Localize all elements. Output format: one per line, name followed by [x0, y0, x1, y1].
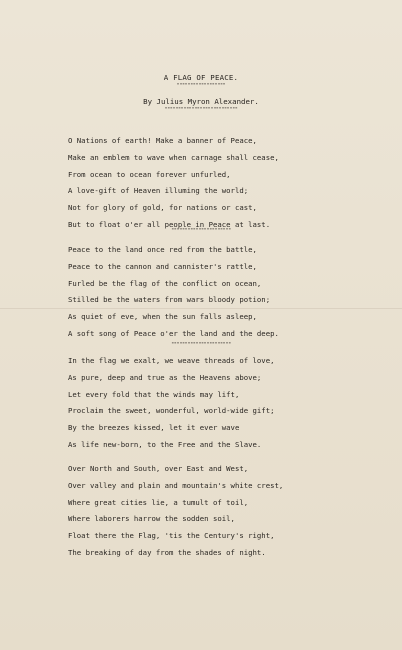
poem-line: Furled be the flag of the conflict on ocean,: [68, 278, 262, 288]
poem-line: In the flag we exalt, we weave threads of love,: [68, 356, 275, 365]
poem-line: Over valley and plain and mountain's white crest,: [68, 480, 284, 490]
poem-line: By the breezes kissed, let it ever wave: [68, 423, 240, 433]
stanza-4: [68, 461, 388, 562]
poem-line: But to float o'er all people in Peace at last.: [68, 219, 271, 229]
poem-line: As life new-born, to the Free and the Slave.: [68, 439, 262, 449]
poem-line: Where laborers harrow the sodden soil,: [68, 514, 235, 524]
poem-line: Peace to the land once red from the battle,: [68, 245, 257, 254]
poem-line: Proclaim the sweet, wonderful, world-wide gift;: [68, 406, 275, 416]
stanza-1: [68, 133, 388, 234]
stanza-separator: """""""""""""""""""""": [171, 342, 231, 348]
title-underline: """""""""""""""""": [176, 83, 226, 89]
poem-line: As quiet of eve, when the sun falls asleep,: [68, 312, 257, 322]
poem-line: A love-gift of Heaven illuming the world;: [68, 186, 249, 196]
poem-line: Float there the Flag, 'tis the Century's right,: [68, 531, 275, 541]
poem-line: Let every fold that the winds may lift,: [68, 389, 240, 399]
stanza-separator: """""""""""""""""""""": [171, 228, 231, 234]
poem-line: As pure, deep and true as the Heavens above;: [68, 372, 262, 382]
poem-line: From ocean to ocean forever unfurled,: [68, 169, 231, 179]
poem-line: O Nations of earth! Make a banner of Peace,: [68, 136, 257, 145]
stanza-3: [68, 353, 388, 454]
poem-line: A soft song of Peace o'er the land and the deep.: [68, 328, 279, 338]
poem-line: Not for glory of gold, for nations or cast,: [68, 203, 257, 213]
poem-line: The breaking of day from the shades of night.: [68, 547, 266, 557]
poem-line: Where great cities lie, a tumult of toil,: [68, 497, 249, 507]
poem-title: A FLAG OF PEACE.: [163, 73, 239, 82]
poem-line: Over North and South, over East and West,: [68, 464, 249, 473]
poem-line: Peace to the cannon and cannister's rattle,: [68, 261, 257, 271]
poem-line: Stilled be the waters from wars bloody potion;: [68, 295, 271, 305]
stanza-2: [68, 242, 388, 343]
poem-line: Make an emblem to wave when carnage shall cease,: [68, 152, 279, 162]
byline-underline: """"""""""""""""""""""""""": [164, 107, 238, 113]
author-byline: By Julius Myron Alexander.: [143, 97, 259, 106]
